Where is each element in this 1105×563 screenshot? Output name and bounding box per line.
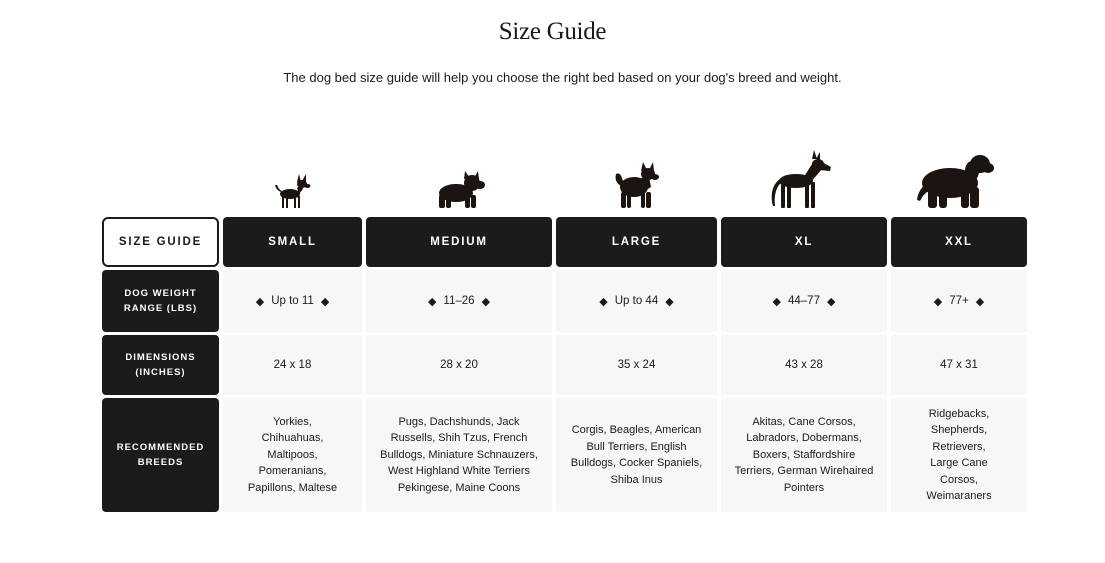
great-dane-icon	[770, 150, 832, 209]
row-label-weight: DOG WEIGHT RANGE (LBS)	[102, 270, 219, 332]
breeds-cell-xl: Akitas, Cane Corsos, Labradors, Dobermans, Boxers, Staffordshire Terriers, German Wirehaired Pointers	[721, 398, 887, 512]
diamond-icon: ◆	[320, 295, 330, 308]
breeds-cell-medium: Pugs, Dachshunds, Jack Russells, Shih Tzus, French Bulldogs, Miniature Schnauzers, West Highland White Terriers Pekingese, Maine Coons	[366, 398, 552, 512]
weight-cell-medium	[366, 270, 552, 332]
size-xl-header: XL	[721, 217, 887, 267]
row-label-dimensions: DIMENSIONS (INCHES)	[102, 335, 219, 395]
weight-value: Up to 44	[614, 295, 659, 307]
husky-icon	[612, 162, 660, 209]
weight-cell-xl	[721, 270, 887, 332]
diamond-icon: ◆	[427, 295, 437, 308]
diamond-icon: ◆	[481, 295, 491, 308]
diamond-icon: ◆	[255, 295, 265, 308]
weight-cell-small	[223, 270, 362, 332]
dimensions-cell-large: 35 x 24	[556, 335, 717, 395]
diamond-icon: ◆	[599, 295, 608, 308]
page-subtitle: The dog bed size guide will help you choose the right bed based on your dog's breed and weight.	[283, 70, 842, 85]
diamond-icon: ◆	[772, 295, 781, 308]
size-guide-table	[102, 217, 1027, 512]
dimensions-cell-small: 24 x 18	[223, 335, 362, 395]
page-title: Size Guide	[498, 18, 607, 45]
weight-value: 44–77	[788, 295, 820, 307]
row-label-breeds: RECOMMENDED BREEDS	[102, 398, 219, 512]
weight-value: 77+	[949, 295, 969, 307]
size-guide-header: SIZE GUIDE	[102, 217, 219, 267]
diamond-icon: ◆	[665, 295, 674, 308]
diamond-icon: ◆	[975, 295, 985, 308]
weight-cell-xxl	[891, 270, 1027, 332]
dimensions-cell-xxl: 47 x 31	[891, 335, 1027, 395]
diamond-icon: ◆	[933, 295, 943, 308]
dimensions-cell-xl: 43 x 28	[721, 335, 887, 395]
weight-value: Up to 11	[271, 295, 314, 307]
chihuahua-icon	[273, 173, 311, 209]
breeds-cell-small: Yorkies, Chihuahuas, Maltipoos, Pomeranians, Papillons, Maltese	[223, 398, 362, 512]
size-xxl-header: XXL	[891, 217, 1027, 267]
size-small-header: SMALL	[223, 217, 362, 267]
bulldog-icon	[434, 170, 486, 209]
diamond-icon: ◆	[826, 295, 836, 308]
newfoundland-icon	[916, 152, 994, 208]
breeds-cell-large: Corgis, Beagles, American Bull Terriers, English Bulldogs, Cocker Spaniels, Shiba Inus	[556, 398, 717, 512]
breeds-cell-xxl: Ridgebacks, Shepherds, Retrievers, Large Cane Corsos, Weimaraners	[891, 398, 1027, 512]
weight-value: 11–26	[443, 295, 475, 307]
size-medium-header: MEDIUM	[366, 217, 552, 267]
dimensions-cell-medium: 28 x 20	[366, 335, 552, 395]
weight-cell-large	[556, 270, 717, 332]
size-large-header: LARGE	[556, 217, 717, 267]
